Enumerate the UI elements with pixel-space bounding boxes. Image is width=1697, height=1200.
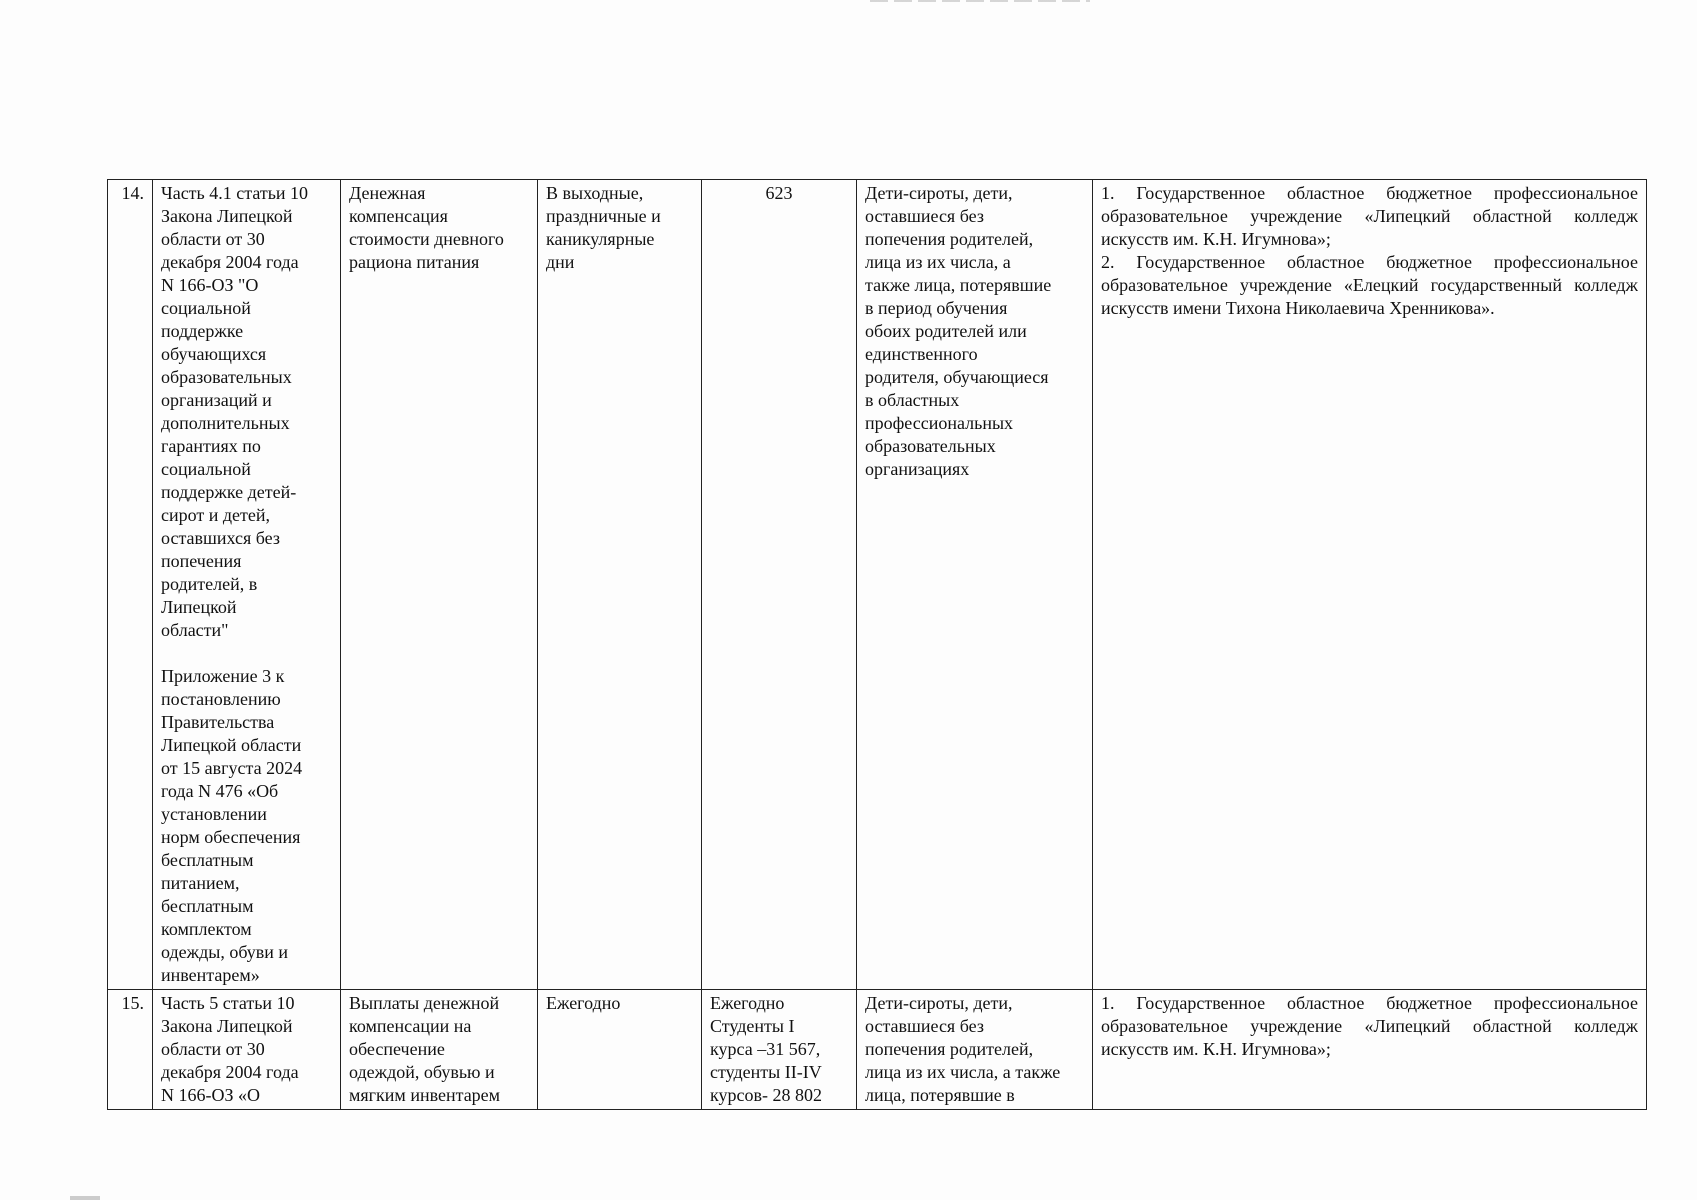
organizations-cell	[1093, 990, 1647, 1110]
organization-item: 2. Государственное областное бюджетное профессиональное образовательное учреждение «Елецкий государственный колледж искусств имени Тихона Николаевича Хренникова».	[1101, 252, 1638, 318]
period-cell: В выходные, праздничные и каникулярные дни	[538, 180, 702, 990]
amount-cell: Ежегодно Студенты I курса –31 567, студенты II-IV курсов- 28 802	[702, 990, 857, 1110]
recipients-cell: Дети-сироты, дети, оставшиеся без попечения родителей, лица из их числа, а также лица, потерявшие в	[857, 990, 1093, 1110]
paragraph-gap	[161, 642, 332, 665]
measure-cell: Выплаты денежной компенсации на обеспечение одеждой, обувью и мягким инвентарем	[341, 990, 538, 1110]
scan-artifact-bottom	[70, 1196, 100, 1200]
legal-basis-resolution: Приложение 3 к постановлению Правительства Липецкой области от 15 августа 2024 года N 476 «Об установлении норм обеспечения бесплатным питанием, бесплатным комплектом одежды, обуви и инвентарем»	[161, 666, 303, 985]
period-cell: Ежегодно	[538, 990, 702, 1110]
benefits-table	[107, 179, 1647, 1110]
legal-basis-cell	[153, 180, 341, 990]
recipients-cell: Дети-сироты, дети, оставшиеся без попечения родителей, лица из их числа, а также лица, потерявшие в период обучения обоих родителей или единственного родителя, обучающиеся в областных профессиональных образовательных организациях	[857, 180, 1093, 990]
measure-cell: Денежная компенсация стоимости дневного рациона питания	[341, 180, 538, 990]
organization-item: 1. Государственное областное бюджетное профессиональное образовательное учреждение «Липецкий областной колледж искусств им. К.Н. Игумнова»;	[1101, 993, 1638, 1059]
row-number: 15.	[108, 990, 153, 1110]
amount-cell: 623	[702, 180, 857, 990]
legal-basis-cell: Часть 5 статьи 10 Закона Липецкой области от 30 декабря 2004 года N 166-ОЗ «О	[153, 990, 341, 1110]
table-row	[108, 990, 1647, 1110]
row-number: 14.	[108, 180, 153, 990]
scan-artifact-top	[870, 0, 1090, 2]
legal-basis-law: Часть 4.1 статьи 10 Закона Липецкой области от 30 декабря 2004 года N 166-ОЗ "О социальной поддержке обучающихся образовательных организаций и дополнительных гарантиях по социальной поддержке детей- сирот и детей, оставшихся без попечения родителей, в Липецкой области"	[161, 183, 309, 640]
table-row	[108, 180, 1647, 990]
organizations-cell	[1093, 180, 1647, 990]
organization-item: 1. Государственное областное бюджетное профессиональное образовательное учреждение «Липецкий областной колледж искусств им. К.Н. Игумнова»;	[1101, 183, 1638, 249]
